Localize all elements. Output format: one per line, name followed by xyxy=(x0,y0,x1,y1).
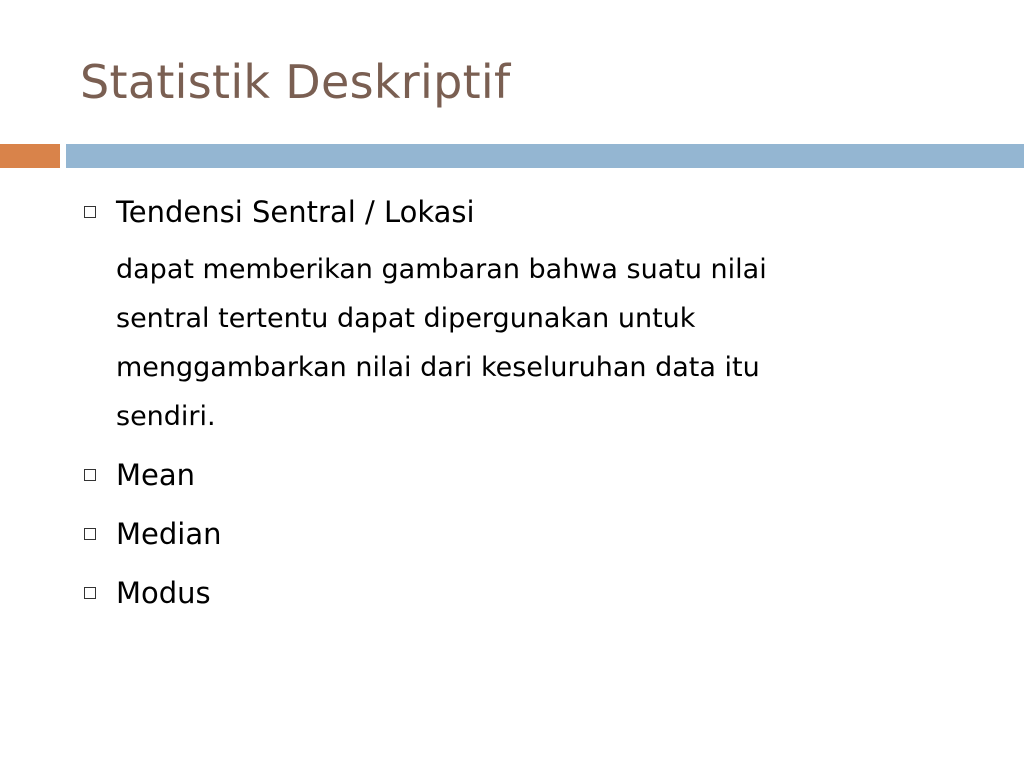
description-line: sentral tertentu dapat dipergunakan untuk xyxy=(116,303,696,334)
bullet-label: Tendensi Sentral / Lokasi xyxy=(116,195,475,229)
hollow-square-bullet-icon xyxy=(84,469,96,481)
title-rule-accent xyxy=(0,144,60,168)
bullet-label: Median xyxy=(116,517,222,551)
description-line: sendiri. xyxy=(116,401,216,432)
slide-title: Statistik Deskriptif xyxy=(80,55,511,109)
bullet-median xyxy=(82,512,982,557)
bullet-label: Mean xyxy=(116,458,196,492)
hollow-square-bullet-icon xyxy=(84,206,96,218)
description-line: menggambarkan nilai dari keseluruhan data itu xyxy=(116,352,760,383)
bullet-tendensi-sentral xyxy=(82,190,982,235)
bullet-description xyxy=(82,245,936,441)
bullet-mean xyxy=(82,453,982,498)
bullet-modus xyxy=(82,571,982,616)
hollow-square-bullet-icon xyxy=(84,528,96,540)
hollow-square-bullet-icon xyxy=(84,587,96,599)
slide-content xyxy=(82,190,982,630)
title-rule xyxy=(66,144,1024,168)
description-line: dapat memberikan gambaran bahwa suatu nilai xyxy=(116,254,767,285)
bullet-label: Modus xyxy=(116,576,211,610)
